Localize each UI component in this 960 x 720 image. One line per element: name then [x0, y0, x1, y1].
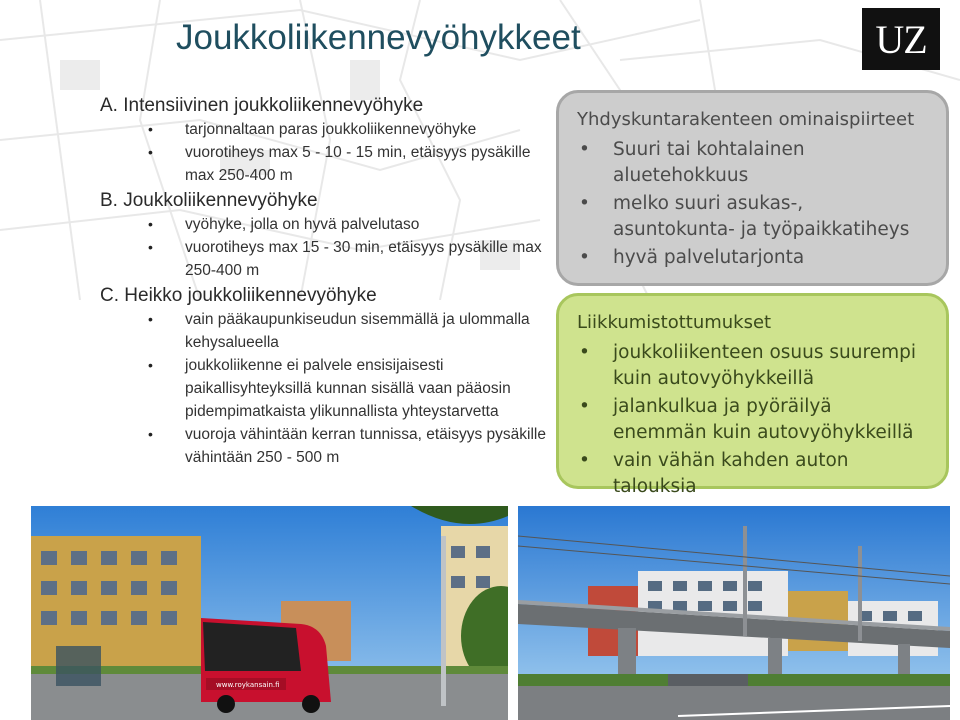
zone-list	[100, 92, 550, 469]
uz-logo: UZ	[862, 8, 940, 70]
section-a-list	[100, 118, 550, 187]
list-item: • vuorotiheys max 5 - 10 - 15 min, etäisyys pysäkille max 250-400 m	[100, 141, 550, 187]
list-item: • vuoroja vähintään kerran tunnissa, etäisyys pysäkille vähintään 250 - 500 m	[100, 423, 550, 469]
list-item: • joukkoliikenteen osuus suurempi kuin autovyöhykkeillä	[577, 340, 928, 392]
section-c-heading: C. Heikko joukkoliikennevyöhyke	[100, 285, 377, 306]
list-item: • tarjonnaltaan paras joukkoliikennevyöhyke	[100, 118, 550, 141]
section-c-list	[100, 308, 550, 469]
urban-structure-heading: Yhdyskuntarakenteen ominaispiirteet	[577, 109, 915, 130]
section-b-heading: B. Joukkoliikennevyöhyke	[100, 190, 318, 211]
list-item: • joukkoliikenne ei palvele ensisijaisesti paikallisyhteyksillä kunnan sisällä vaan pääosin pidempimatkaista ylikunnallista yhteystarvetta	[100, 354, 550, 423]
bus-street-photo	[31, 506, 508, 720]
list-item: • vain pääkaupunkiseudun sisemmällä ja ulommalla kehysalueella	[100, 308, 550, 354]
list-item: • vain vähän kahden auton talouksia	[577, 448, 928, 500]
list-item: • hyvä palvelutarjonta	[577, 245, 928, 271]
section-b-list	[100, 213, 550, 282]
bus-sign-text: www.roykansain.fi	[216, 681, 280, 689]
travel-habits-box	[556, 293, 949, 497]
list-item: • Suuri tai kohtalainen aluetehokkuus	[577, 137, 928, 189]
railway-bridge-photo	[518, 506, 950, 720]
list-item: • melko suuri asukas-, asuntokunta- ja työpaikkatiheys	[577, 191, 928, 243]
list-item: • jalankulkua ja pyöräilyä enemmän kuin autovyöhykkeillä	[577, 394, 928, 446]
section-a-heading: A. Intensiivinen joukkoliikennevyöhyke	[100, 95, 424, 116]
list-item: • vuorotiheys max 15 - 30 min, etäisyys pysäkille max 250-400 m	[100, 236, 550, 282]
travel-habits-heading: Liikkumistottumukset	[577, 312, 772, 333]
list-item: • vyöhyke, jolla on hyvä palvelutaso	[100, 213, 550, 236]
page-title: Joukkoliikennevyöhykkeet	[176, 18, 581, 57]
urban-structure-box	[556, 90, 949, 286]
